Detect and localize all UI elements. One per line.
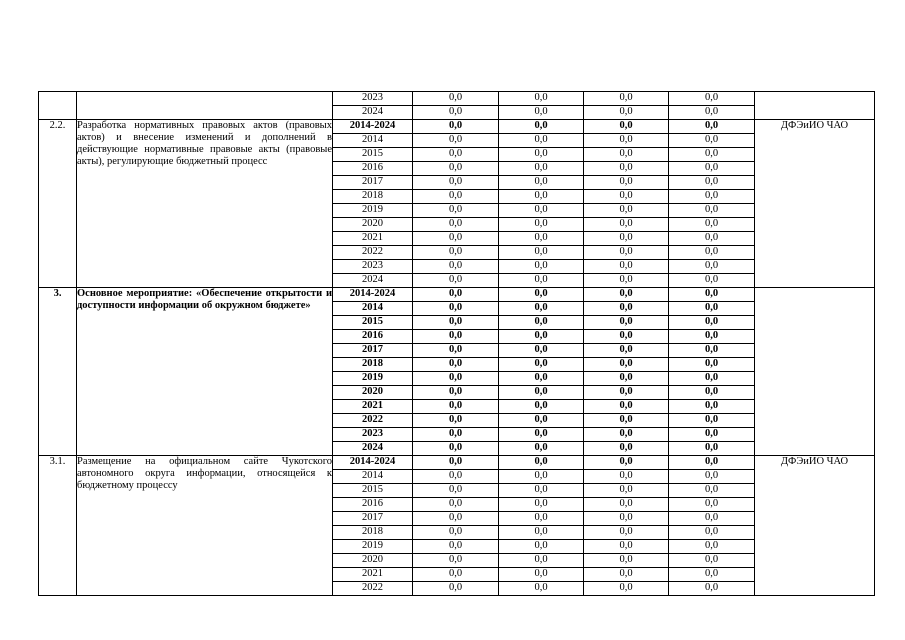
value-cell: 0,0	[669, 554, 755, 568]
value-cell: 0,0	[413, 246, 499, 260]
value-cell: 0,0	[669, 288, 755, 302]
period-cell: 2015	[333, 484, 413, 498]
value-cell: 0,0	[413, 414, 499, 428]
period-cell: 2017	[333, 176, 413, 190]
value-cell: 0,0	[413, 148, 499, 162]
value-cell: 0,0	[413, 554, 499, 568]
responsible-executor: ДФЭиИО ЧАО	[755, 120, 875, 288]
table-row	[39, 92, 875, 106]
value-cell: 0,0	[413, 344, 499, 358]
item-description: Основное мероприятие: «Обеспечение открытости и доступности информации об окружном бюджете»	[77, 288, 333, 456]
value-cell: 0,0	[413, 176, 499, 190]
value-cell: 0,0	[499, 176, 584, 190]
value-cell: 0,0	[669, 316, 755, 330]
value-cell: 0,0	[499, 260, 584, 274]
item-number: 3.	[39, 288, 77, 456]
value-cell: 0,0	[499, 288, 584, 302]
value-cell: 0,0	[413, 232, 499, 246]
value-cell: 0,0	[669, 484, 755, 498]
value-cell: 0,0	[499, 274, 584, 288]
value-cell: 0,0	[669, 540, 755, 554]
value-cell: 0,0	[669, 386, 755, 400]
item-description: Разработка нормативных правовых актов (правовых актов) и внесение изменений и дополнений в действующие нормативные правовые акты (правовые акты), регулирующие бюджетный процесс	[77, 120, 333, 288]
period-cell: 2014	[333, 302, 413, 316]
value-cell: 0,0	[499, 372, 584, 386]
value-cell: 0,0	[499, 358, 584, 372]
value-cell: 0,0	[669, 400, 755, 414]
value-cell: 0,0	[584, 260, 669, 274]
value-cell: 0,0	[499, 246, 584, 260]
value-cell: 0,0	[584, 120, 669, 134]
value-cell: 0,0	[669, 456, 755, 470]
value-cell: 0,0	[413, 582, 499, 596]
value-cell: 0,0	[584, 526, 669, 540]
item-number: 3.1.	[39, 456, 77, 596]
value-cell: 0,0	[669, 92, 755, 106]
value-cell: 0,0	[669, 442, 755, 456]
period-cell: 2016	[333, 498, 413, 512]
period-cell: 2016	[333, 330, 413, 344]
value-cell: 0,0	[499, 204, 584, 218]
value-cell: 0,0	[584, 428, 669, 442]
period-cell: 2024	[333, 442, 413, 456]
value-cell: 0,0	[584, 400, 669, 414]
value-cell: 0,0	[584, 344, 669, 358]
value-cell: 0,0	[499, 414, 584, 428]
table-body	[39, 92, 875, 596]
value-cell: 0,0	[669, 106, 755, 120]
value-cell: 0,0	[669, 330, 755, 344]
value-cell: 0,0	[584, 540, 669, 554]
value-cell: 0,0	[584, 246, 669, 260]
value-cell: 0,0	[413, 106, 499, 120]
period-cell: 2020	[333, 218, 413, 232]
responsible-executor: ДФЭиИО ЧАО	[755, 456, 875, 596]
period-cell: 2021	[333, 568, 413, 582]
value-cell: 0,0	[669, 204, 755, 218]
value-cell: 0,0	[413, 316, 499, 330]
value-cell: 0,0	[584, 148, 669, 162]
value-cell: 0,0	[499, 134, 584, 148]
value-cell: 0,0	[413, 498, 499, 512]
item-description	[77, 92, 333, 120]
value-cell: 0,0	[584, 316, 669, 330]
value-cell: 0,0	[584, 176, 669, 190]
value-cell: 0,0	[413, 288, 499, 302]
value-cell: 0,0	[584, 582, 669, 596]
value-cell: 0,0	[413, 260, 499, 274]
value-cell: 0,0	[413, 386, 499, 400]
value-cell: 0,0	[584, 456, 669, 470]
value-cell: 0,0	[584, 288, 669, 302]
period-cell: 2022	[333, 246, 413, 260]
period-cell: 2023	[333, 260, 413, 274]
period-cell: 2021	[333, 400, 413, 414]
value-cell: 0,0	[669, 218, 755, 232]
value-cell: 0,0	[584, 162, 669, 176]
value-cell: 0,0	[499, 512, 584, 526]
value-cell: 0,0	[584, 106, 669, 120]
value-cell: 0,0	[499, 302, 584, 316]
table-row	[39, 456, 875, 470]
value-cell: 0,0	[669, 358, 755, 372]
value-cell: 0,0	[499, 428, 584, 442]
value-cell: 0,0	[413, 470, 499, 484]
value-cell: 0,0	[499, 484, 584, 498]
value-cell: 0,0	[669, 344, 755, 358]
item-description: Размещение на официальном сайте Чукотского автономного округа информации, относящейся к бюджетному процессу	[77, 456, 333, 596]
value-cell: 0,0	[413, 218, 499, 232]
value-cell: 0,0	[499, 442, 584, 456]
value-cell: 0,0	[499, 190, 584, 204]
value-cell: 0,0	[669, 582, 755, 596]
period-cell: 2024	[333, 106, 413, 120]
value-cell: 0,0	[584, 204, 669, 218]
value-cell: 0,0	[413, 302, 499, 316]
period-cell: 2024	[333, 274, 413, 288]
value-cell: 0,0	[499, 218, 584, 232]
value-cell: 0,0	[669, 302, 755, 316]
period-cell: 2014-2024	[333, 120, 413, 134]
period-cell: 2018	[333, 190, 413, 204]
value-cell: 0,0	[669, 134, 755, 148]
value-cell: 0,0	[499, 554, 584, 568]
value-cell: 0,0	[499, 232, 584, 246]
value-cell: 0,0	[413, 526, 499, 540]
value-cell: 0,0	[669, 372, 755, 386]
value-cell: 0,0	[413, 484, 499, 498]
period-cell: 2018	[333, 526, 413, 540]
value-cell: 0,0	[584, 330, 669, 344]
value-cell: 0,0	[499, 344, 584, 358]
value-cell: 0,0	[584, 568, 669, 582]
value-cell: 0,0	[669, 120, 755, 134]
value-cell: 0,0	[584, 498, 669, 512]
value-cell: 0,0	[499, 148, 584, 162]
value-cell: 0,0	[584, 442, 669, 456]
value-cell: 0,0	[584, 554, 669, 568]
value-cell: 0,0	[669, 148, 755, 162]
period-cell: 2017	[333, 512, 413, 526]
value-cell: 0,0	[499, 120, 584, 134]
value-cell: 0,0	[499, 106, 584, 120]
value-cell: 0,0	[499, 470, 584, 484]
value-cell: 0,0	[584, 92, 669, 106]
value-cell: 0,0	[669, 190, 755, 204]
value-cell: 0,0	[499, 316, 584, 330]
value-cell: 0,0	[669, 512, 755, 526]
value-cell: 0,0	[669, 498, 755, 512]
value-cell: 0,0	[413, 204, 499, 218]
period-cell: 2018	[333, 358, 413, 372]
period-cell: 2020	[333, 386, 413, 400]
value-cell: 0,0	[499, 456, 584, 470]
value-cell: 0,0	[584, 372, 669, 386]
value-cell: 0,0	[584, 512, 669, 526]
value-cell: 0,0	[499, 162, 584, 176]
value-cell: 0,0	[499, 400, 584, 414]
value-cell: 0,0	[669, 414, 755, 428]
value-cell: 0,0	[584, 190, 669, 204]
value-cell: 0,0	[669, 246, 755, 260]
value-cell: 0,0	[584, 274, 669, 288]
value-cell: 0,0	[413, 540, 499, 554]
value-cell: 0,0	[584, 232, 669, 246]
value-cell: 0,0	[669, 232, 755, 246]
period-cell: 2019	[333, 540, 413, 554]
budget-measures-table	[38, 91, 875, 596]
period-cell: 2014-2024	[333, 288, 413, 302]
period-cell: 2014	[333, 134, 413, 148]
value-cell: 0,0	[413, 358, 499, 372]
value-cell: 0,0	[413, 400, 499, 414]
value-cell: 0,0	[499, 582, 584, 596]
value-cell: 0,0	[499, 330, 584, 344]
responsible-executor	[755, 288, 875, 456]
period-cell: 2023	[333, 92, 413, 106]
period-cell: 2022	[333, 414, 413, 428]
value-cell: 0,0	[499, 540, 584, 554]
value-cell: 0,0	[669, 428, 755, 442]
value-cell: 0,0	[669, 526, 755, 540]
value-cell: 0,0	[584, 484, 669, 498]
period-cell: 2022	[333, 582, 413, 596]
value-cell: 0,0	[413, 330, 499, 344]
period-cell: 2019	[333, 204, 413, 218]
value-cell: 0,0	[413, 134, 499, 148]
value-cell: 0,0	[584, 386, 669, 400]
value-cell: 0,0	[584, 358, 669, 372]
period-cell: 2015	[333, 316, 413, 330]
value-cell: 0,0	[499, 92, 584, 106]
value-cell: 0,0	[584, 218, 669, 232]
value-cell: 0,0	[669, 162, 755, 176]
value-cell: 0,0	[413, 274, 499, 288]
value-cell: 0,0	[413, 442, 499, 456]
period-cell: 2017	[333, 344, 413, 358]
responsible-executor	[755, 92, 875, 120]
value-cell: 0,0	[669, 260, 755, 274]
value-cell: 0,0	[584, 414, 669, 428]
value-cell: 0,0	[413, 372, 499, 386]
value-cell: 0,0	[413, 428, 499, 442]
period-cell: 2021	[333, 232, 413, 246]
value-cell: 0,0	[413, 120, 499, 134]
item-number: 2.2.	[39, 120, 77, 288]
value-cell: 0,0	[669, 568, 755, 582]
period-cell: 2016	[333, 162, 413, 176]
value-cell: 0,0	[584, 302, 669, 316]
value-cell: 0,0	[413, 512, 499, 526]
table-row	[39, 120, 875, 134]
table-row	[39, 288, 875, 302]
value-cell: 0,0	[499, 568, 584, 582]
period-cell: 2014	[333, 470, 413, 484]
value-cell: 0,0	[413, 92, 499, 106]
value-cell: 0,0	[584, 470, 669, 484]
value-cell: 0,0	[499, 386, 584, 400]
period-cell: 2015	[333, 148, 413, 162]
value-cell: 0,0	[413, 162, 499, 176]
value-cell: 0,0	[413, 456, 499, 470]
value-cell: 0,0	[499, 526, 584, 540]
value-cell: 0,0	[669, 176, 755, 190]
value-cell: 0,0	[669, 470, 755, 484]
value-cell: 0,0	[413, 190, 499, 204]
value-cell: 0,0	[413, 568, 499, 582]
value-cell: 0,0	[669, 274, 755, 288]
value-cell: 0,0	[584, 134, 669, 148]
value-cell: 0,0	[499, 498, 584, 512]
period-cell: 2019	[333, 372, 413, 386]
period-cell: 2014-2024	[333, 456, 413, 470]
item-number	[39, 92, 77, 120]
period-cell: 2023	[333, 428, 413, 442]
period-cell: 2020	[333, 554, 413, 568]
